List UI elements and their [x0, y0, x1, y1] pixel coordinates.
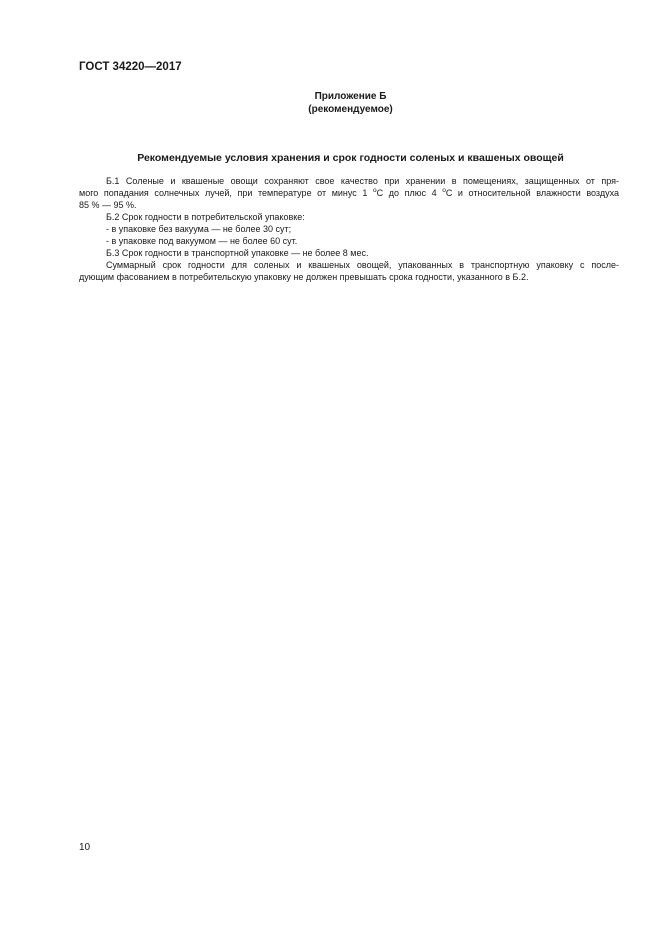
paragraph-b1-line3: 85 % — 95 %.: [79, 200, 137, 210]
annex-subtitle: (рекомендуемое): [308, 104, 393, 115]
text-segment: С до плюс 4: [376, 188, 443, 198]
text-segment: мого попадания солнечных лучей, при температуре от минус 1: [79, 188, 374, 198]
paragraph-b1-line1: Б.1 Соленые и квашеные овощи сохраняют свое качество при хранении в помещениях, защищенных от пря-: [106, 176, 619, 186]
list-item: - в упаковке без вакуума — не более 30 сут;: [106, 224, 292, 234]
section-title: Рекомендуемые условия хранения и срок годности соленых и квашеных овощей: [137, 152, 564, 164]
text-segment: С и относительной влажности воздуха: [445, 188, 620, 198]
paragraph-b1-line2: [79, 187, 619, 199]
paragraph-summary-line1: Суммарный срок годности для соленых и квашеных овощей, упакованных в транспортную упаковку с после-: [106, 260, 619, 270]
paragraph-summary-line2: дующим фасованием в потребительскую упаковку не должен превышать срока годности, указанного в Б.2.: [79, 272, 529, 282]
list-item: - в упаковке под вакуумом — не более 60 сут.: [106, 236, 298, 246]
document-header: ГОСТ 34220—2017: [79, 61, 182, 73]
annex-heading: [0, 90, 661, 116]
annex-title: Приложение Б: [314, 91, 387, 102]
degree-sign: о: [373, 187, 377, 194]
degree-sign: о: [442, 187, 446, 194]
paragraph-b3: Б.3 Срок годности в транспортной упаковке — не более 8 мес.: [106, 248, 369, 258]
document-body: [79, 175, 619, 283]
paragraph-b2: Б.2 Срок годности в потребительской упаковке:: [106, 212, 305, 222]
page-number: 10: [79, 842, 91, 853]
